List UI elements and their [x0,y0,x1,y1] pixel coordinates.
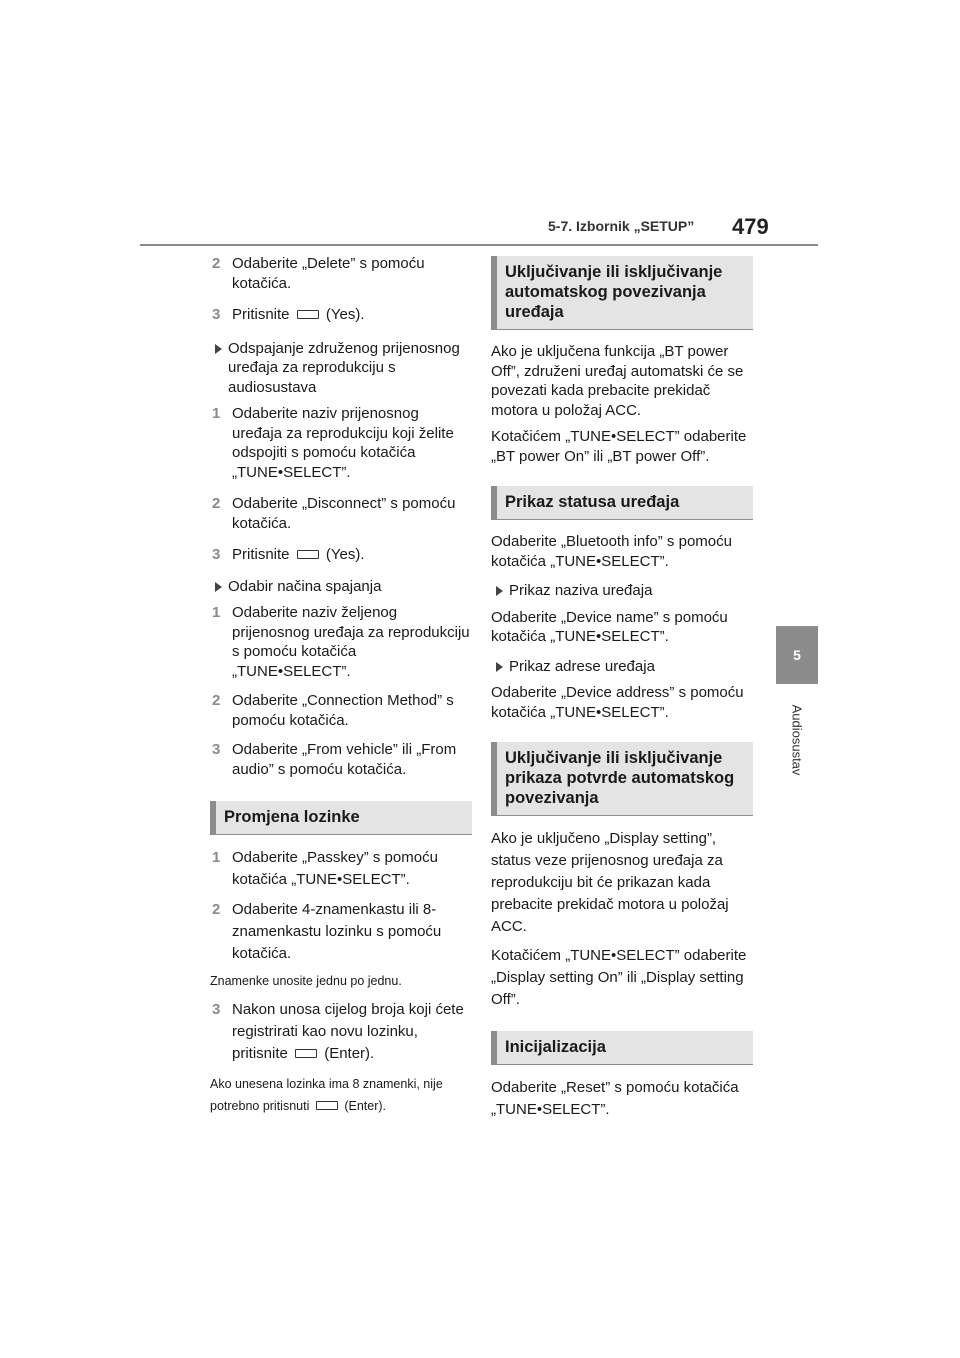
step-number: 2 [212,495,221,512]
triangle-bullet-icon [215,344,222,354]
section-heading: Uključivanje ili isključivanje prikaza potvrde automatskog povezivanja [491,742,753,816]
step-text: Pritisnite [232,546,290,563]
triangle-bullet-icon [496,662,503,672]
step [210,999,472,1065]
step [210,691,472,730]
section-heading: Prikaz statusa uređaja [491,486,753,520]
chapter-tab-number: 5 [793,647,801,663]
left-column [210,254,472,1126]
step-number: 1 [212,604,221,621]
step-number: 2 [212,901,221,918]
step-text-suffix: (Enter). [324,1045,375,1062]
step-text: Odaberite „Connection Method” s pomoću kotačića. [232,692,454,729]
step-text-suffix: (Yes). [325,306,365,323]
body-text: Kotačićem „TUNE•SELECT” odaberite „Display setting On” ili „Display setting Off”. [491,947,747,1008]
step-text: Odaberite 4-znamenkastu ili 8-znamenkastu lozinku s pomoću kotačića. [232,901,442,962]
step [210,899,472,965]
bullet-text: Odspajanje združenog prijenosnog uređaja za reprodukciju s audiosustava [228,339,460,396]
step [210,494,472,533]
right-column [491,256,753,1128]
step-text: Odaberite naziv željenog prijenosnog uređaja za reprodukciju s pomoću kotačića „TUNE•SELECT”. [232,604,470,680]
page-number: 479 [732,214,769,239]
note-text [210,1073,472,1117]
chapter-side-label-text: Audiosustav [789,704,805,776]
subheading-bullet [210,339,472,398]
step-text: Odaberite „Passkey” s pomoću kotačića „TUNE•SELECT”. [232,849,438,888]
subheading-bullet [491,657,753,677]
section-heading: Uključivanje ili isključivanje automatskog povezivanja uređaja [491,256,753,330]
body-text: Odaberite „Bluetooth info” s pomoću kotačića „TUNE•SELECT”. [491,533,732,570]
triangle-bullet-icon [496,586,503,596]
button-icon [297,550,319,559]
body-text: Ako je uključeno „Display setting”, status veze prijenosnog uređaja za reprodukciju bit će prikazan kada prebacite prekidač motora u položaj ACC. [491,830,729,935]
step-number: 3 [212,741,221,758]
step-number: 2 [212,255,221,272]
step-text: Odaberite „From vehicle” ili „From audio” s pomoću kotačića. [232,741,457,778]
chapter-title: 5-7. Izbornik „SETUP” [548,218,695,234]
step-number: 3 [212,546,221,563]
step-number: 1 [212,849,221,866]
step-text-suffix: (Yes). [325,546,365,563]
step [210,603,472,681]
step [210,740,472,779]
step [210,305,472,325]
body-text: Odaberite „Device name” s pomoću kotačića „TUNE•SELECT”. [491,608,728,645]
step-number: 3 [212,1001,221,1018]
button-icon [297,310,319,319]
step-number: 2 [212,692,221,709]
body-text: Kotačićem „TUNE•SELECT” odaberite „BT power On” ili „BT power Off”. [491,428,747,465]
note-text: Znamenke unosite jednu po jednu. [210,974,402,988]
body-text: Ako je uključena funkcija „BT power Off”, združeni uređaj automatski će se povezati kada prebacite prekidač motora u položaj ACC. [491,343,744,419]
step-text: Nakon unosa cijelog broja koji ćete registrirati kao novu lozinku, pritisnite [232,1001,464,1062]
body-text: Odaberite „Reset” s pomoću kotačića „TUNE•SELECT”. [491,1079,739,1118]
step-number: 1 [212,405,221,422]
step-number: 3 [212,306,221,323]
step-text: Pritisnite [232,306,290,323]
step-text: Odaberite naziv prijenosnog uređaja za reprodukciju koji želite odspojiti s pomoću kotačića „TUNE•SELECT”. [232,405,454,481]
subheading-bullet [210,577,472,597]
step [210,545,472,565]
header-divider [140,244,818,246]
section-heading: Inicijalizacija [491,1031,753,1065]
step-text: Odaberite „Delete” s pomoću kotačića. [232,255,425,292]
button-icon [316,1101,338,1110]
section-heading: Promjena lozinke [210,801,472,835]
step [210,404,472,482]
bullet-text: Odabir načina spajanja [228,577,382,595]
button-icon [295,1049,317,1058]
triangle-bullet-icon [215,582,222,592]
bullet-text: Prikaz adrese uređaja [509,657,655,675]
chapter-tab [776,626,818,684]
note-text-suffix: (Enter). [344,1099,387,1113]
step [210,847,472,891]
step-text: Odaberite „Disconnect” s pomoću kotačića. [232,495,456,532]
note-text-main: Ako unesena lozinka ima 8 znamenki, nije potrebno pritisnuti [210,1077,443,1113]
subheading-bullet [491,581,753,601]
bullet-text: Prikaz naziva uređaja [509,582,653,599]
step [210,254,472,293]
body-text: Odaberite „Device address” s pomoću kotačića „TUNE•SELECT”. [491,684,744,721]
